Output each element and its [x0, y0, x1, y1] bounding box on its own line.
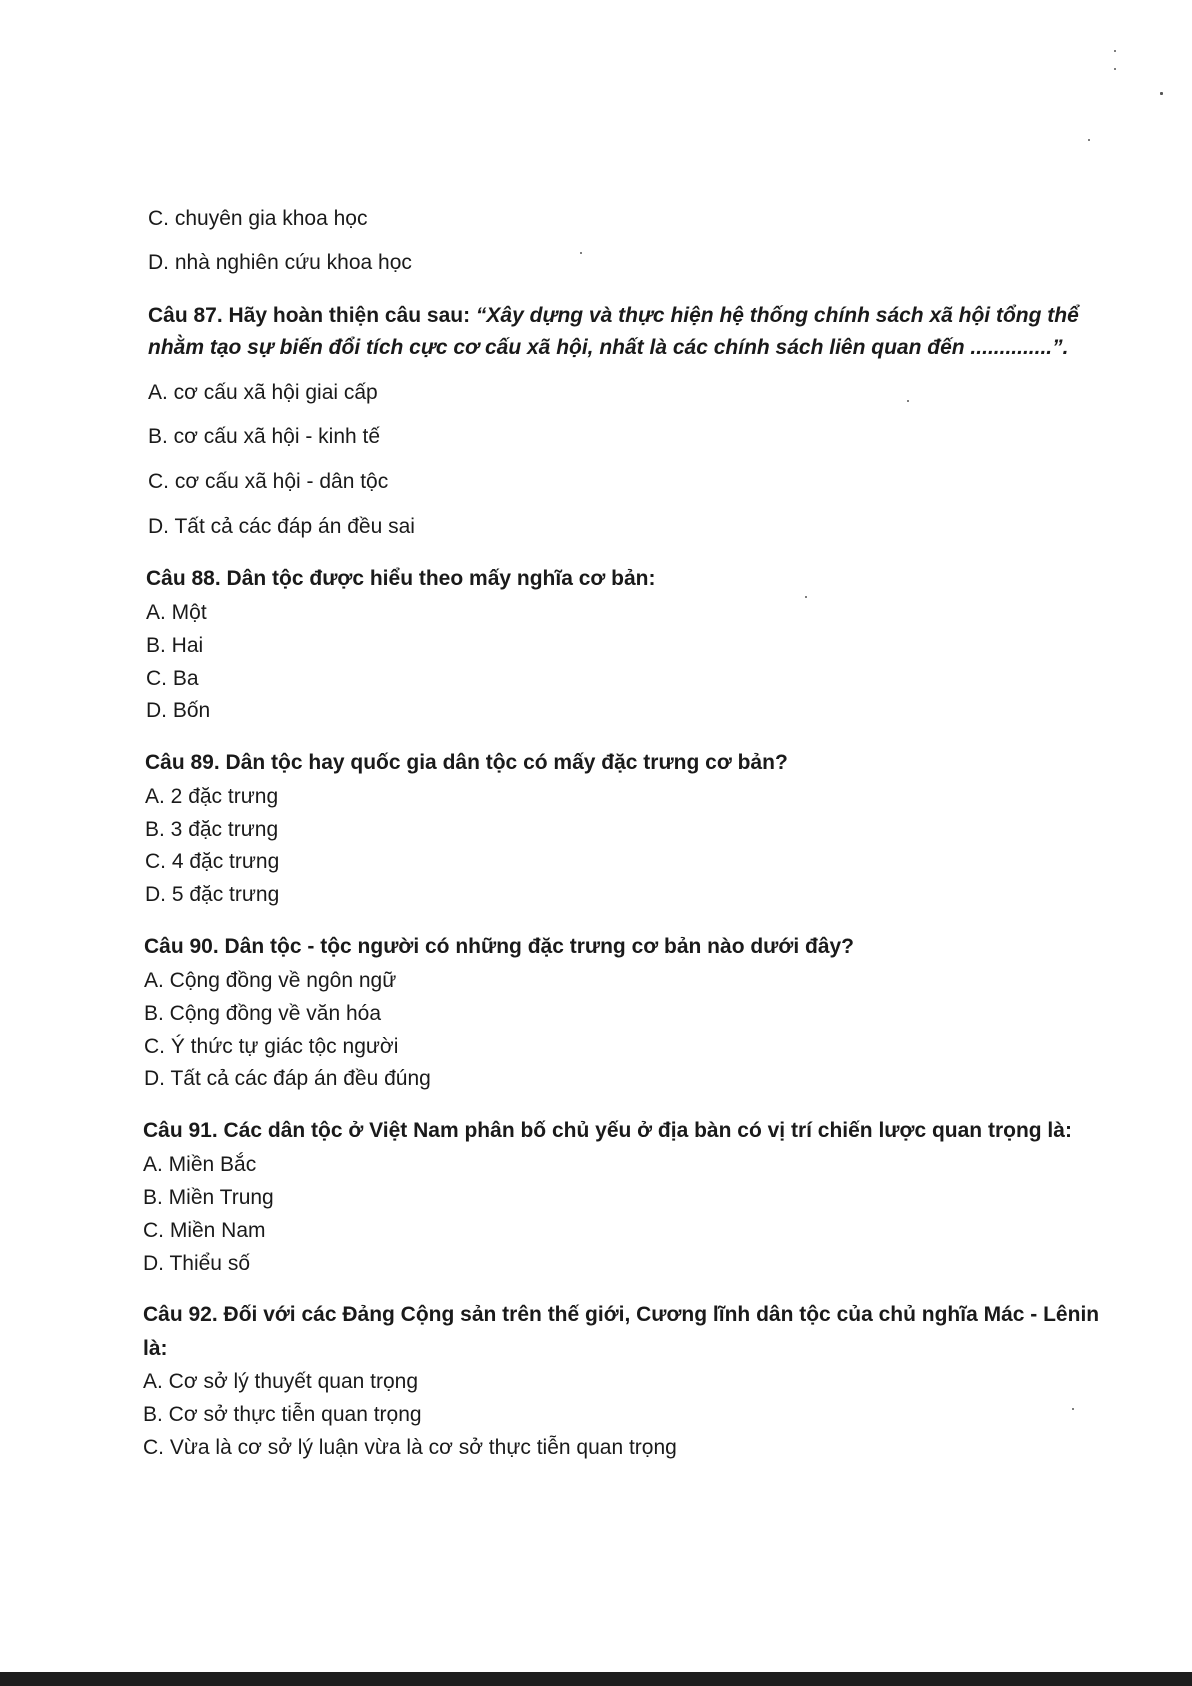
q87-prefix: Câu 87. Hãy hoàn thiện câu sau:: [148, 304, 476, 327]
q86-option-c: C. chuyên gia khoa học: [148, 207, 368, 230]
q90-option-a: A. Cộng đồng về ngôn ngữ: [144, 969, 397, 992]
q87-option-a: A. cơ cấu xã hội giai cấp: [148, 381, 378, 404]
q87-option-c: C. cơ cấu xã hội - dân tộc: [148, 470, 389, 493]
scan-speck: [1114, 50, 1116, 52]
q92-option-a: A. Cơ sở lý thuyết quan trọng: [143, 1370, 419, 1393]
scan-speck: [907, 400, 909, 402]
q87-option-d: D. Tất cả các đáp án đều sai: [148, 515, 415, 538]
q89-option-c: C. 4 đặc trưng: [145, 850, 280, 873]
q88-option-d: D. Bốn: [146, 699, 211, 722]
scan-speck: [580, 252, 582, 254]
scan-speck: [1160, 92, 1163, 95]
q91-option-a: A. Miền Bắc: [143, 1153, 257, 1176]
q92-question-line2: là:: [143, 1337, 168, 1360]
q89-option-a: A. 2 đặc trưng: [145, 785, 279, 808]
q87-quote-line1: “Xây dựng và thực hiện hệ thống chính sách xã hội tổng thể: [475, 304, 1079, 327]
q86-option-d: D. nhà nghiên cứu khoa học: [148, 251, 412, 274]
scan-bottom-edge: [0, 1672, 1192, 1686]
q90-question: Câu 90. Dân tộc - tộc người có những đặc trưng cơ bản nào dưới đây?: [144, 935, 855, 958]
q92-option-b: B. Cơ sở thực tiễn quan trọng: [143, 1403, 422, 1426]
q88-question: Câu 88. Dân tộc được hiểu theo mấy nghĩa cơ bản:: [146, 567, 656, 590]
q88-option-a: A. Một: [146, 601, 207, 624]
q91-option-c: C. Miền Nam: [143, 1219, 266, 1242]
q87-quote-line2: nhằm tạo sự biến đổi tích cực cơ cấu xã hội, nhất là các chính sách liên quan đến ..............”.: [148, 336, 1069, 359]
q89-option-d: D. 5 đặc trưng: [145, 883, 280, 906]
q87-question-line1: [148, 303, 1079, 329]
scan-speck: [805, 596, 807, 598]
q87-option-b: B. cơ cấu xã hội - kinh tế: [148, 425, 381, 448]
q92-question-line1: Câu 92. Đối với các Đảng Cộng sản trên thế giới, Cương lĩnh dân tộc của chủ nghĩa Mác - Lênin: [143, 1303, 1100, 1326]
q91-option-d: D. Thiểu số: [143, 1252, 250, 1275]
scan-speck: [1072, 1408, 1074, 1410]
scan-speck: [1088, 139, 1090, 141]
q89-question: Câu 89. Dân tộc hay quốc gia dân tộc có mấy đặc trưng cơ bản?: [145, 751, 788, 774]
q90-option-b: B. Cộng đồng về văn hóa: [144, 1002, 382, 1025]
q88-option-b: B. Hai: [146, 634, 204, 657]
q92-option-c: C. Vừa là cơ sở lý luận vừa là cơ sở thực tiễn quan trọng: [143, 1436, 677, 1459]
scan-speck: [1114, 68, 1116, 70]
q90-option-d: D. Tất cả các đáp án đều đúng: [144, 1067, 431, 1090]
q90-option-c: C. Ý thức tự giác tộc người: [144, 1035, 399, 1058]
q89-option-b: B. 3 đặc trưng: [145, 818, 279, 841]
q88-option-c: C. Ba: [146, 667, 199, 690]
q91-question: Câu 91. Các dân tộc ở Việt Nam phân bố chủ yếu ở địa bàn có vị trí chiến lược quan trọng là:: [143, 1119, 1072, 1142]
q91-option-b: B. Miền Trung: [143, 1186, 274, 1209]
